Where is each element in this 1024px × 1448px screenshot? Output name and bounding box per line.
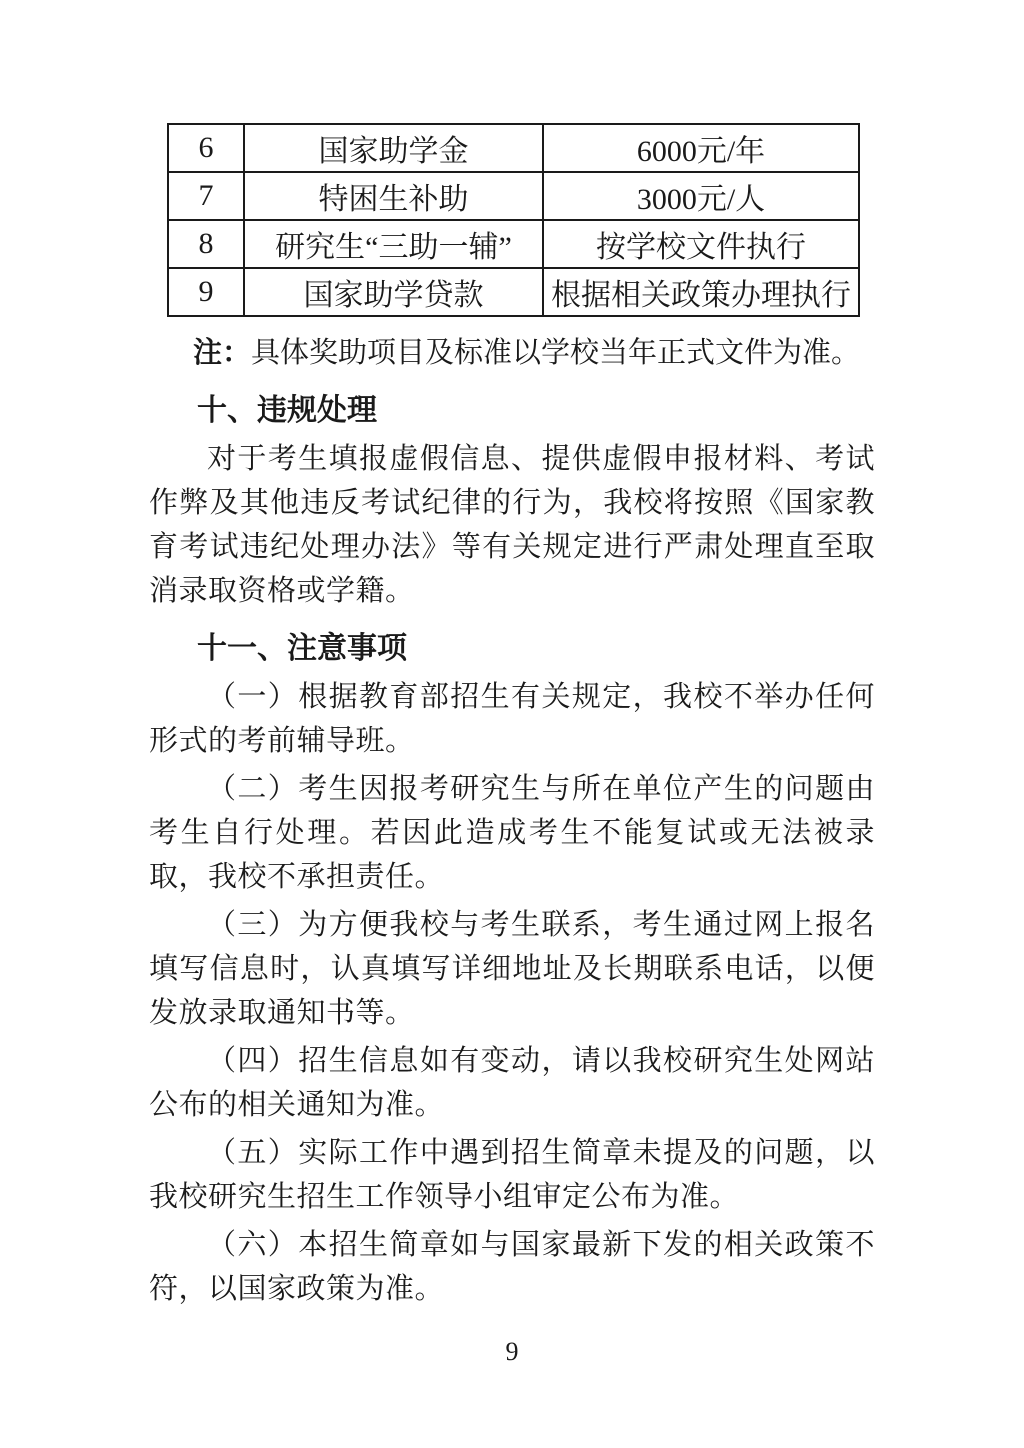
section-heading-notes: 十一、注意事项 — [197, 632, 407, 665]
table-note — [149, 331, 875, 375]
paragraph-note-item-5: （五）实际工作中遇到招生简章未提及的问题，以我校研究生招生工作领导小组审定公布为准。 — [149, 1137, 875, 1213]
cell-row-number: 8 — [168, 220, 244, 268]
paragraph-violation-handling: 对于考生填报虚假信息、提供虚假申报材料、考试作弊及其他违反考试纪律的行为，我校将按照《国家教育考试违纪处理办法》等有关规定进行严肃处理直至取消录取资格或学籍。 — [149, 443, 875, 607]
cell-item-name: 国家助学贷款 — [244, 268, 543, 316]
cell-row-number: 7 — [168, 172, 244, 220]
cell-item-name: 国家助学金 — [244, 124, 543, 172]
paragraph-note-item-2: （二）考生因报考研究生与所在单位产生的问题由考生自行处理。若因此造成考生不能复试或无法被录取，我校不承担责任。 — [149, 773, 875, 893]
section-heading-violation-handling: 十、违规处理 — [197, 394, 377, 427]
paragraph-note-item-3: （三）为方便我校与考生联系，考生通过网上报名填写信息时，认真填写详细地址及长期联系电话，以便发放录取通知书等。 — [149, 909, 875, 1029]
cell-item-standard: 按学校文件执行 — [543, 220, 859, 268]
table-row — [168, 124, 859, 172]
paragraph-note-item-1: （一）根据教育部招生有关规定，我校不举办任何形式的考前辅导班。 — [149, 681, 875, 757]
table-row — [168, 172, 859, 220]
cell-item-standard: 3000元/人 — [543, 172, 859, 220]
page-number: 9 — [505, 1337, 519, 1366]
table-row — [168, 268, 859, 316]
note-label: 注： — [193, 337, 252, 369]
page-content — [149, 123, 875, 1311]
table-row — [168, 220, 859, 268]
cell-item-standard: 根据相关政策办理执行 — [543, 268, 859, 316]
paragraph-note-item-6: （六）本招生简章如与国家最新下发的相关政策不符，以国家政策为准。 — [149, 1229, 875, 1305]
cell-row-number: 6 — [168, 124, 244, 172]
cell-item-name: 研究生“三助一辅” — [244, 220, 543, 268]
cell-item-standard: 6000元/年 — [543, 124, 859, 172]
note-text: 具体奖助项目及标准以学校当年正式文件为准。 — [251, 337, 861, 369]
cell-item-name: 特困生补助 — [244, 172, 543, 220]
paragraph-note-item-4: （四）招生信息如有变动，请以我校研究生处网站公布的相关通知为准。 — [149, 1045, 875, 1121]
cell-row-number: 9 — [168, 268, 244, 316]
funding-table — [167, 123, 860, 317]
